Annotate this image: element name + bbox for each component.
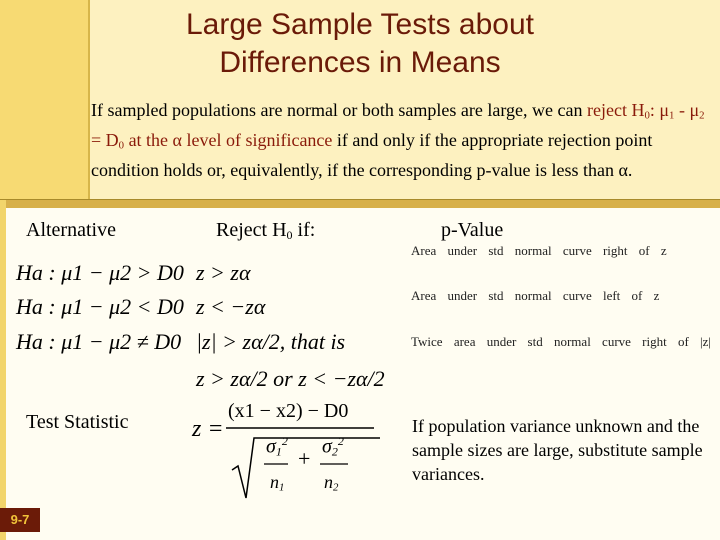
slide-title xyxy=(90,6,630,82)
p-value-1: Area under std normal curve right of z xyxy=(411,243,667,258)
null-hypothesis: $H_0$: $\mu_1 - \mu_2 = D_0$ at the α level of significance xyxy=(91,100,705,152)
p-value-3: Twice area under std normal curve right of |z| xyxy=(411,334,712,349)
intro-part2: if and only if the appropriate rejection point condition holds or, equivalently, if the corresponding p-value is less than α. xyxy=(91,130,653,181)
reject-word: reject xyxy=(587,100,627,120)
sigma-1: $\sigma_1^2$ xyxy=(266,434,288,459)
formula-z: z = xyxy=(192,416,224,442)
left-accent-strip xyxy=(0,0,88,200)
p-value-2: Area under std normal curve left of z xyxy=(411,288,660,303)
n-2: $n_2$ xyxy=(324,472,339,494)
n-1: $n_1$ xyxy=(270,472,285,494)
plus-sign: + xyxy=(298,446,311,471)
alternative-1: Ha : μ1 − μ2 > D0 xyxy=(16,260,184,285)
variance-note: If population variance unknown and the sample sizes are large, substitute sample variances. xyxy=(412,416,703,484)
header-reject-if: Reject $H_0$ if: xyxy=(216,219,316,242)
header-alternative: Alternative xyxy=(26,219,116,241)
alternative-2: Ha : μ1 − μ2 < D0 xyxy=(16,294,184,319)
title-line-1: Large Sample Tests about xyxy=(185,8,534,41)
title-line-2: Differences in Means xyxy=(219,46,501,79)
alternative-3: Ha : μ1 − μ2 ≠ D0 xyxy=(16,329,182,354)
slide-number-badge: 9-7 xyxy=(0,508,40,532)
reject-condition-2: z < −zα xyxy=(196,294,266,319)
sigma-2: $\sigma_2^2$ xyxy=(322,434,344,459)
intro-paragraph xyxy=(91,98,706,183)
reject-condition-3: |z| > zα/2, that is xyxy=(196,329,346,354)
reject-condition-3-line2: z > zα/2 or z < −zα/2 xyxy=(196,366,385,391)
formula-numerator: (x1 − x2) − D0 xyxy=(228,400,349,422)
header-p-value: p-Value xyxy=(441,219,504,241)
test-statistic-formula xyxy=(188,398,388,502)
reject-condition-1: z > zα xyxy=(196,260,251,285)
test-statistic-label: Test Statistic xyxy=(26,411,129,433)
intro-part1: If sampled populations are normal or both samples are large, we can xyxy=(91,100,588,120)
separator-band xyxy=(0,200,720,208)
